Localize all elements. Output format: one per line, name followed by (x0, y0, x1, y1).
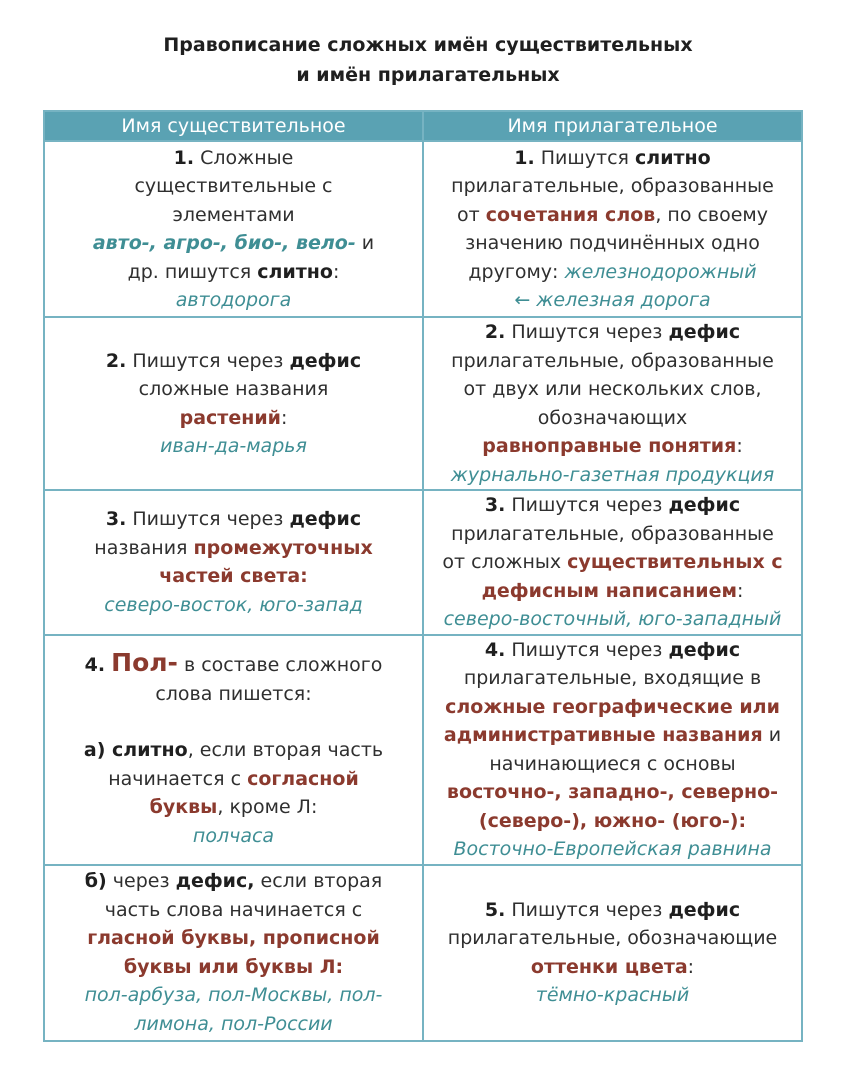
example: ← железная дорога (514, 289, 711, 311)
highlight-term: промежуточных (193, 536, 373, 559)
rule-text: прилагательные, обозначающие (447, 927, 778, 949)
highlight-term: частей света: (159, 565, 308, 588)
highlight-term: оттенки цвета (530, 955, 688, 978)
rule-text: : (736, 435, 743, 457)
table-row (44, 865, 802, 1041)
rule-number: 4. (84, 654, 106, 676)
highlight-term: гласной буквы, прописной (87, 927, 380, 949)
example: журнально-газетная продукция (450, 463, 775, 486)
cell-adjective-rule-2 (423, 317, 802, 490)
bold-term: дефис, (175, 870, 255, 892)
table-row (44, 635, 802, 865)
rule-text: Пишутся через (505, 898, 669, 921)
example: северо-восток, юго-запад (104, 593, 363, 616)
highlight-term: буквы (149, 796, 218, 818)
rule-number: 5. (484, 898, 506, 921)
page-title (0, 30, 856, 90)
rule-text: если вторая (254, 870, 383, 892)
rule-text: Пишутся (534, 146, 636, 169)
rule-text: прилагательные, входящие в (463, 667, 762, 689)
bold-term: дефис (289, 349, 362, 372)
highlight-term: существительных с (567, 551, 783, 573)
rule-number: 4. (484, 638, 506, 661)
example: автодорога (175, 289, 292, 311)
rules-table (43, 110, 803, 1042)
highlight-term: буквы или буквы Л: (123, 955, 344, 978)
title-line-1: Правописание сложных имён существительных (163, 34, 693, 56)
bold-term: а) слитно (83, 739, 188, 761)
table-row (44, 490, 802, 635)
bold-term: слитно (257, 260, 333, 283)
cell-noun-rule-4a (44, 635, 423, 865)
rule-text: и (355, 232, 375, 254)
rule-text: Пишутся через (126, 349, 290, 372)
rule-number: 1. (514, 146, 535, 169)
rule-text: начинающиеся с основы (489, 752, 736, 775)
example: северо-восточный, юго-западный (443, 608, 782, 630)
header-noun: Имя существительное (44, 111, 423, 141)
bold-term: дефис (668, 898, 741, 921)
highlight-term: Пол- (111, 648, 178, 677)
rule-text: сложные названия (138, 378, 329, 400)
rule-number: 2. (105, 349, 127, 372)
rule-text: слова пишется: (155, 682, 312, 705)
rule-text: , кроме Л: (217, 796, 318, 818)
rule-text: прилагательные, образованные (451, 522, 774, 545)
rule-text: , по своему (655, 203, 769, 226)
example: полчаса (192, 824, 275, 847)
highlight-term: сочетания слов (485, 203, 656, 226)
highlight-term: дефисным написанием (481, 579, 738, 602)
rule-text: : (332, 260, 340, 283)
rule-text: др. пишутся (127, 260, 258, 283)
rule-text: , если вторая часть (187, 739, 384, 761)
highlight-term: растений (179, 406, 281, 429)
rule-text: : (737, 579, 744, 602)
rule-text: обозначающих (537, 406, 688, 429)
example: железнодорожный (564, 260, 757, 283)
cell-noun-rule-4b (44, 865, 423, 1041)
rule-number: 3. (484, 494, 506, 516)
rule-text: : (280, 406, 288, 429)
bold-term: б) (84, 870, 107, 892)
rule-text: Пишутся через (505, 638, 669, 661)
example: Восточно-Европейская равнина (453, 838, 772, 860)
rule-text: : (687, 955, 695, 978)
rule-text: от двух или нескольких слов, (463, 378, 762, 400)
highlight-term: восточно-, западно-, северно- (446, 781, 779, 803)
rule-number: 3. (105, 508, 127, 531)
rule-number: 1. (173, 146, 195, 169)
table-header-row (44, 111, 802, 141)
rule-text: через (106, 870, 176, 892)
rule-text: в составе сложного (177, 654, 383, 676)
highlight-term: сложные географические или (445, 695, 780, 718)
rule-text: Сложные (194, 146, 294, 169)
rule-text: элементами (172, 203, 295, 226)
cell-noun-rule-2 (44, 317, 423, 490)
example: иван-да-марья (160, 435, 307, 457)
cell-adjective-rule-3 (423, 490, 802, 635)
rule-text: значению подчинённых одно (465, 232, 760, 254)
bold-term: дефис (289, 508, 362, 531)
bold-term: дефис (668, 494, 741, 516)
cell-noun-rule-1 (44, 141, 423, 317)
table-row (44, 141, 802, 317)
rule-text: Пишутся через (126, 508, 290, 531)
highlight-term: (северо-), южно- (юго-): (478, 809, 747, 832)
rule-text: часть слова начинается с (104, 898, 363, 921)
rule-text: прилагательные, образованные (451, 175, 774, 197)
rule-text: существительные с (134, 175, 333, 197)
rule-text: другому: (468, 260, 565, 283)
title-line-2: и имён прилагательных (296, 64, 560, 86)
example: лимона, пол-России (134, 1012, 333, 1035)
highlight-term: авто-, агро-, био-, вело- (92, 232, 356, 254)
rule-text: Пишутся через (505, 321, 669, 343)
bold-term: дефис (668, 638, 741, 661)
rule-text: прилагательные, образованные (451, 349, 774, 372)
rule-text: Пишутся через (505, 494, 669, 516)
spacer (53, 708, 414, 736)
example: тёмно-красный (535, 984, 690, 1006)
cell-adjective-rule-4 (423, 635, 802, 865)
highlight-term: согласной (247, 767, 359, 790)
bold-term: слитно (635, 146, 711, 169)
cell-adjective-rule-1 (423, 141, 802, 317)
rule-text: названия (94, 536, 194, 559)
cell-noun-rule-3 (44, 490, 423, 635)
rule-number: 2. (484, 321, 506, 343)
example: пол-арбуза, пол-Москвы, пол- (84, 984, 383, 1006)
highlight-term: административные названия (443, 724, 763, 746)
rule-text: и (762, 724, 782, 746)
bold-term: дефис (668, 321, 741, 343)
header-adjective: Имя прилагательное (423, 111, 802, 141)
table-row (44, 317, 802, 490)
rule-text: начинается с (108, 767, 248, 790)
highlight-term: равноправные понятия (482, 435, 737, 457)
rule-text: от (456, 203, 486, 226)
cell-adjective-rule-5 (423, 865, 802, 1041)
rule-text: от сложных (442, 551, 568, 573)
